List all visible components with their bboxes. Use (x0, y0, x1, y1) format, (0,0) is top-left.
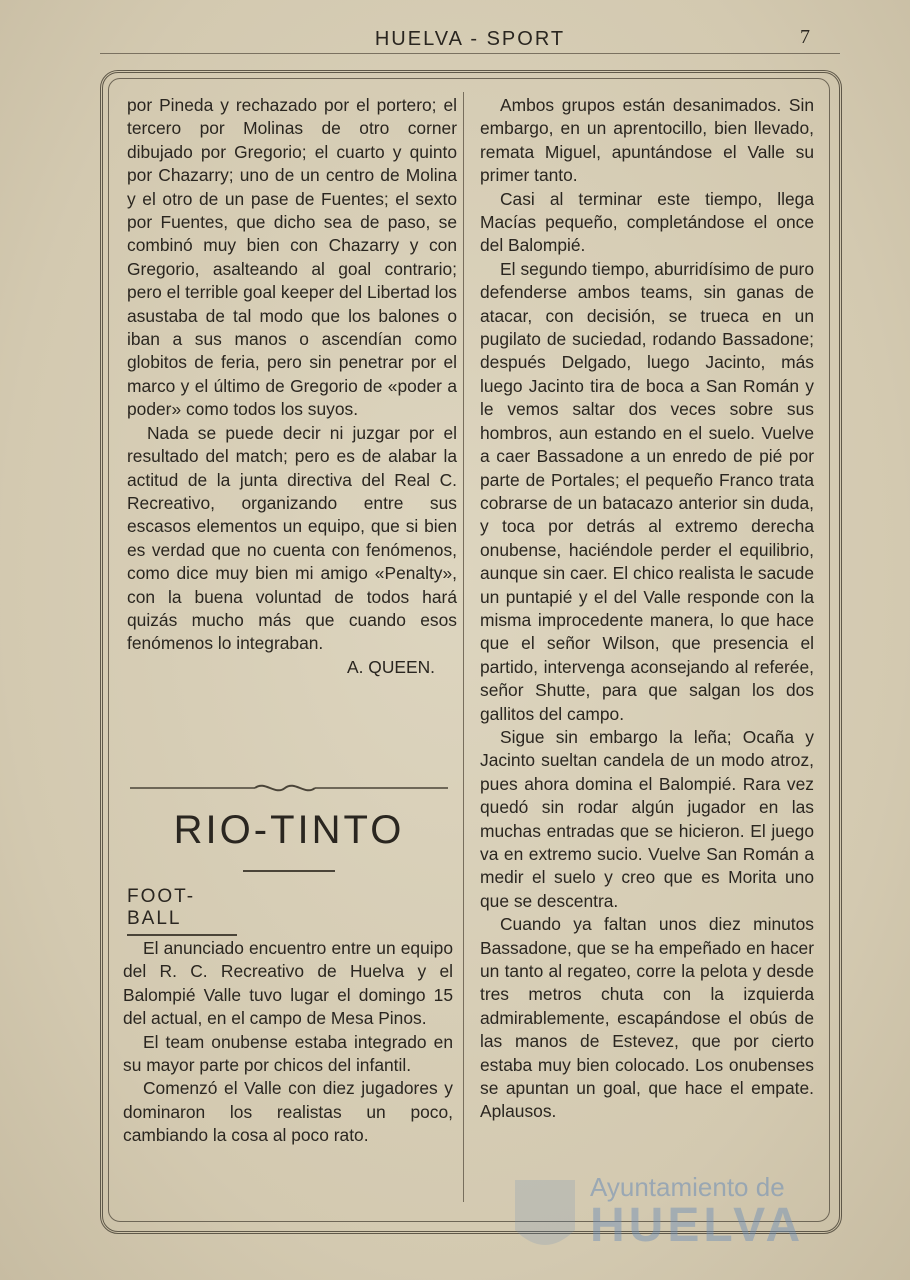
publication-title: HUELVA - SPORT (374, 28, 566, 50)
paragraph: Casi al terminar este tiempo, llega Macías pequeño, completándose el once del Balompié. (480, 188, 814, 256)
ornament-divider (130, 778, 448, 798)
section-subtitle: FOOT-BALL (127, 886, 237, 936)
watermark-text: Ayuntamiento de (590, 1172, 785, 1202)
paragraph: Sigue sin embargo la leña; Ocaña y Jacinto sueltan candela de un modo atroz, pues ahora domina el Balompié. Rara vez quedó sin rodar algún jugador en las muchas entradas que se hicieron. El juego va en extremo sucio. Vuelve San Román a medir el suelo y creo que es Morita uno que se descentra. (480, 726, 814, 911)
title-rule (243, 870, 335, 872)
page-header (100, 26, 840, 54)
right-column (480, 94, 814, 1124)
left-column (127, 94, 457, 679)
paragraph: Comenzó el Valle con diez jugadores y dominaron los realistas un poco, cambiando la cosa al poco rato. (123, 1078, 453, 1146)
watermark-title: HUELVA (590, 1199, 805, 1252)
page-number: 7 (800, 26, 810, 48)
paragraph: por Pineda y rechazado por el portero; el tercero por Molinas de otro corner dibujado por Gregorio; el cuarto y quinto por Chazarry; uno de un centro de Molina y el otro de un pase de Fuentes; el sexto por Fuentes, que dicho sea de paso, se combinó muy bien con Chazarry y con Gregorio, asalteando al goal contrario; pero el terrible goal keeper del Libertad los asustaba de tal modo que los balones o iban a sus manos o ascendían como globitos de feria, pero sin penetrar por el marco y el último de Gregorio de «poder a poder» como todos los suyos. (127, 95, 457, 420)
signature: A. QUEEN. (347, 656, 435, 677)
paragraph: El team onubense estaba integrado en su mayor parte por chicos del infantil. (123, 1031, 453, 1076)
paragraph: El segundo tiempo, aburridísimo de puro defenderse ambos teams, sin ganas de atacar, con decisión, se trueca en un pugilato de suciedad, rodando Bassadone; después Delgado, luego Jacinto, más luego Jacinto tira de boca a San Román y le vemos saltar dos veces sobre sus hombros, aun estando en el suelo. Vuelve a caer Bassadone a un enredo de pié por parte de Portales; el pequeño Franco trata cobrarse de un batacazo anterior sin duda, y toca por detrás al extremo derecha onubense, haciéndole perder el equilibrio, aunque sin caer. El chico realista le sacude un puntapié y el del Valle responde con la misma improcedente manera, lo que hace que el señor Wilson, que presencia el partido, intervenga aconsejando al referée, señor Shutte, para que salgan los dos gallitos del campo. (480, 258, 814, 724)
paragraph: Ambos grupos están desanimados. Sin embargo, en un aprentocillo, bien llevado, remata Miguel, apuntándose el Valle su primer tanto. (480, 95, 814, 186)
paragraph: Cuando ya faltan unos diez minutos Bassadone, que se ha empeñado en hacer un tanto al regateo, corre la pelota y desde tres metros chuta con la izquierda admirablemente, escapándose el obús de las manos de Estevez, que por cierto estaba muy bien colocado. Los onubenses se apuntan un goal, que hace el empate. Aplausos. (480, 914, 814, 1122)
section-title: RIO-TINTO (173, 808, 405, 852)
left-column-article (123, 937, 453, 1148)
paragraph: El anunciado encuentro entre un equipo del R. C. Recreativo de Huelva y el Balompié Valle tuvo lugar el domingo 15 del actual, en el campo de Mesa Pinos. (123, 938, 453, 1029)
paragraph: Nada se puede decir ni juzgar por el resultado del match; pero es de alabar la actitud de la junta directiva del Real C. Recreativo, organizando entre sus escasos elementos un equipo, que si bien es verdad que no cuenta con fenómenos, como dice muy bien mi amigo «Penalty», con la buena voluntad de todos hará quizás mucho más que cuando esos fenómenos lo integraban. (127, 422, 457, 654)
header-rule (100, 53, 840, 54)
column-divider (463, 92, 464, 1202)
